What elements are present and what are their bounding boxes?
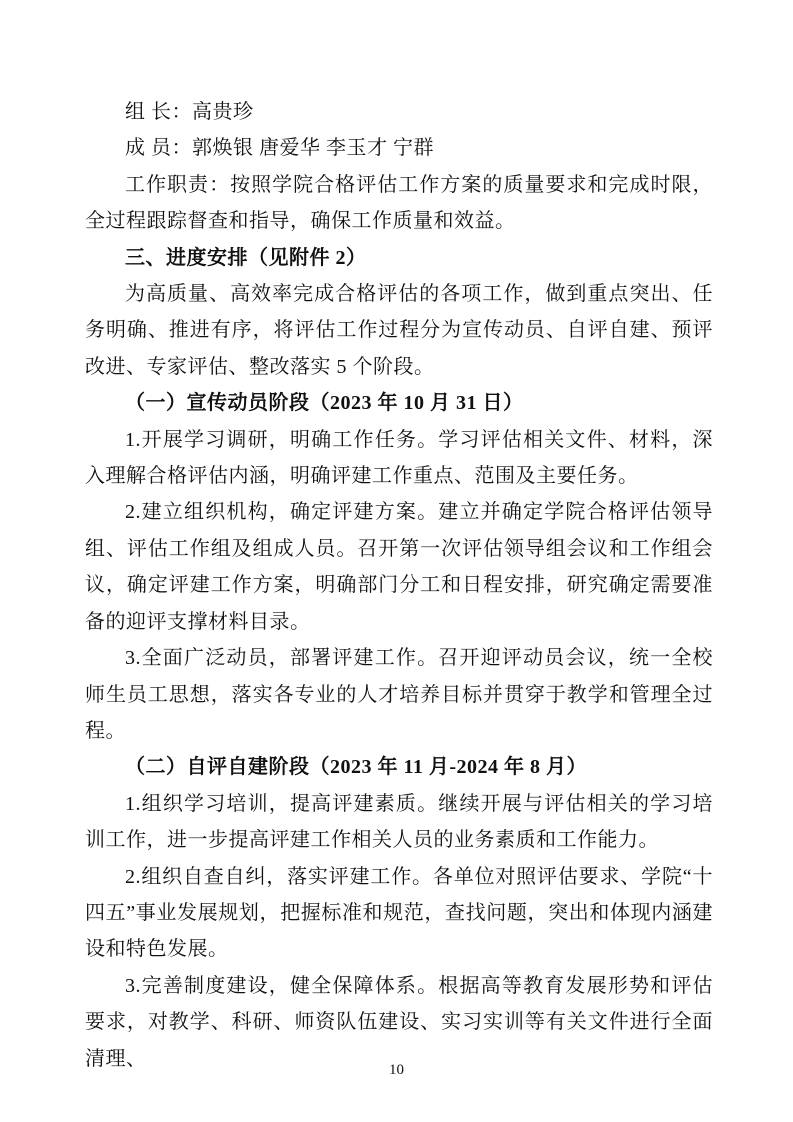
heading-stage-1-publicity: （一）宣传动员阶段（2023 年 10 月 31 日） bbox=[125, 392, 524, 415]
para-stage2-item2: 2.组织自查自纠，落实评建工作。各单位对照评估要求、学院“十四五”事业发展规划，把握标准和规范，查找问题，突出和体现内涵建设和特色发展。 bbox=[85, 865, 713, 961]
heading-stage-2-self-evaluation: （二）自评自建阶段（2023 年 11 月-2024 年 8 月） bbox=[125, 756, 588, 779]
document-body bbox=[85, 94, 713, 1077]
para-stage1-item1: 1.开展学习调研，明确工作任务。学习评估相关文件、材料，深入理解合格评估内涵，明确评建工作重点、范围及主要任务。 bbox=[85, 428, 713, 488]
heading-progress-schedule: 三、进度安排（见附件 2） bbox=[125, 246, 367, 269]
para-members: 成 员：郭焕银 唐爱华 李玉才 宁群 bbox=[125, 137, 434, 160]
para-duties: 工作职责：按照学院合格评估工作方案的质量要求和完成时限，全过程跟踪督查和指导，确保工作质量和效益。 bbox=[85, 173, 713, 233]
para-group-leader: 组 长：高贵珍 bbox=[125, 101, 254, 123]
para-stage1-item2: 2.建立组织机构，确定评建方案。建立并确定学院合格评估领导组、评估工作组及组成人员。召开第一次评估领导组会议和工作组会议，确定评建工作方案，明确部门分工和日程安排，研究确定需要准备的迎评支撑材料目录。 bbox=[85, 501, 713, 633]
para-stage1-item3: 3.全面广泛动员，部署评建工作。召开迎评动员会议，统一全校师生员工思想，落实各专业的人才培养目标并贯穿于教学和管理全过程。 bbox=[85, 647, 713, 742]
para-stages-overview: 为高质量、高效率完成合格评估的各项工作，做到重点突出、任务明确、推进有序，将评估工作过程分为宣传动员、自评自建、预评改进、专家评估、整改落实 5 个阶段。 bbox=[85, 283, 713, 378]
para-stage2-item1: 1.组织学习培训，提高评建素质。继续开展与评估相关的学习培训工作，进一步提高评建工作相关人员的业务素质和工作能力。 bbox=[85, 792, 713, 852]
page-number: 10 bbox=[389, 1062, 404, 1078]
para-stage2-item3: 3.完善制度建设，健全保障体系。根据高等教育发展形势和评估要求，对教学、科研、师资队伍建设、实习实训等有关文件进行全面清理、 bbox=[85, 974, 713, 1070]
